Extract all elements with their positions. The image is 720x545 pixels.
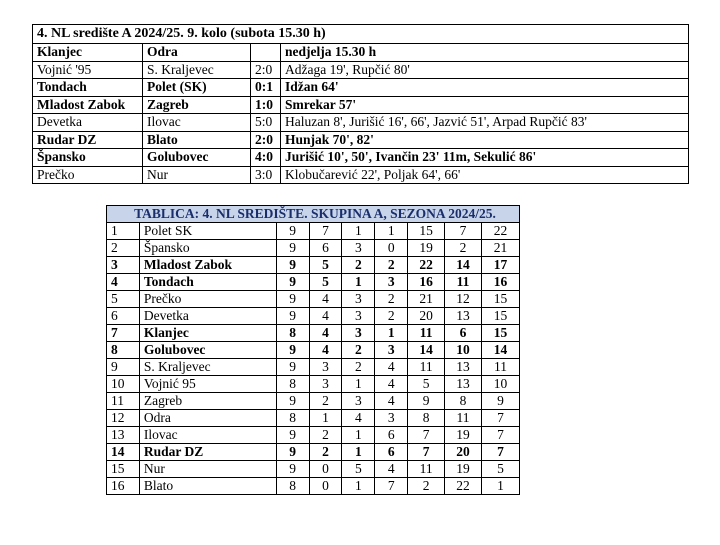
standing-team: Vojnić 95 [139,376,276,393]
standing-points: 1 [482,478,520,495]
standing-goals-for: 16 [408,274,445,291]
result-row [33,79,689,97]
result-home-team: Tondach [33,79,143,97]
result-home-team: Vojnić '95 [33,61,143,79]
standing-position: 1 [107,223,140,240]
standing-team: Polet SK [139,223,276,240]
standing-played: 9 [276,342,309,359]
standing-team: Ilovac [139,427,276,444]
standing-played: 9 [276,308,309,325]
standing-played: 9 [276,359,309,376]
standing-team: S. Kraljevec [139,359,276,376]
standing-goals-against: 12 [445,291,482,308]
standing-losses: 4 [375,393,408,410]
standing-goals-for: 15 [408,223,445,240]
standing-team: Odra [139,410,276,427]
result-scorers: Idžan 64' [281,79,689,97]
standing-position: 11 [107,393,140,410]
standing-played: 8 [276,325,309,342]
result-score: 1:0 [251,96,281,114]
standing-draws: 3 [342,291,375,308]
standing-team: Golubovec [139,342,276,359]
result-score: 2:0 [251,61,281,79]
standing-played: 8 [276,478,309,495]
standing-team: Blato [139,478,276,495]
standing-position: 8 [107,342,140,359]
result-scorers: Adžaga 19', Rupčić 80' [281,61,689,79]
standing-played: 9 [276,291,309,308]
standing-points: 15 [482,291,520,308]
standing-wins: 5 [309,274,342,291]
standing-losses: 3 [375,274,408,291]
standing-row [107,291,520,308]
standing-played: 9 [276,444,309,461]
standing-position: 4 [107,274,140,291]
standing-wins: 0 [309,478,342,495]
standing-draws: 3 [342,308,375,325]
standings-table [106,205,520,495]
standing-goals-against: 19 [445,427,482,444]
standing-played: 9 [276,461,309,478]
standing-position: 15 [107,461,140,478]
standing-goals-against: 7 [445,223,482,240]
standing-row [107,444,520,461]
results-title: 4. NL središte A 2024/25. 9. kolo (subota 15.30 h) [33,25,689,44]
standing-wins: 6 [309,240,342,257]
standing-points: 14 [482,342,520,359]
result-row [33,96,689,114]
standing-losses: 2 [375,308,408,325]
standing-team: Prečko [139,291,276,308]
standing-goals-for: 22 [408,257,445,274]
result-row [33,149,689,167]
result-home-team: Devetka [33,114,143,132]
standing-wins: 4 [309,308,342,325]
standing-points: 16 [482,274,520,291]
standing-points: 7 [482,444,520,461]
standing-row [107,223,520,240]
standing-row [107,478,520,495]
result-away-team: Golubovec [143,149,251,167]
standing-losses: 3 [375,342,408,359]
standing-losses: 2 [375,257,408,274]
standing-wins: 2 [309,393,342,410]
standing-team: Nur [139,461,276,478]
standing-wins: 1 [309,410,342,427]
standing-row [107,410,520,427]
standing-draws: 3 [342,325,375,342]
standing-team: Mladost Zabok [139,257,276,274]
result-home-team: Rudar DZ [33,131,143,149]
standing-goals-against: 8 [445,393,482,410]
result-scorers: Klobučarević 22', Poljak 64', 66' [281,166,689,184]
standing-goals-against: 11 [445,410,482,427]
standing-played: 8 [276,410,309,427]
standing-draws: 3 [342,240,375,257]
standing-row [107,257,520,274]
standing-wins: 0 [309,461,342,478]
results-title-row [33,25,689,44]
standing-goals-for: 11 [408,325,445,342]
standing-wins: 5 [309,257,342,274]
standing-losses: 4 [375,359,408,376]
standing-played: 9 [276,257,309,274]
standing-goals-against: 6 [445,325,482,342]
standing-points: 17 [482,257,520,274]
standing-position: 5 [107,291,140,308]
standing-team: Tondach [139,274,276,291]
standing-draws: 2 [342,257,375,274]
standing-goals-for: 2 [408,478,445,495]
standing-draws: 1 [342,274,375,291]
result-scorers: nedjelja 15.30 h [281,44,689,62]
standing-wins: 4 [309,291,342,308]
standing-goals-against: 13 [445,376,482,393]
standing-draws: 1 [342,427,375,444]
standing-position: 6 [107,308,140,325]
standing-row [107,393,520,410]
standing-position: 13 [107,427,140,444]
standing-goals-against: 20 [445,444,482,461]
standing-row [107,461,520,478]
standing-row [107,325,520,342]
standing-points: 10 [482,376,520,393]
result-score: 0:1 [251,79,281,97]
standing-goals-for: 21 [408,291,445,308]
standing-row [107,342,520,359]
result-home-team: Mladost Zabok [33,96,143,114]
standing-goals-for: 11 [408,461,445,478]
standing-goals-against: 11 [445,274,482,291]
result-score [251,44,281,62]
result-row [33,114,689,132]
standing-goals-for: 19 [408,240,445,257]
standing-played: 9 [276,393,309,410]
result-away-team: Ilovac [143,114,251,132]
standing-losses: 7 [375,478,408,495]
standing-draws: 1 [342,376,375,393]
standing-goals-for: 7 [408,444,445,461]
standing-draws: 1 [342,223,375,240]
result-away-team: Blato [143,131,251,149]
standing-row [107,274,520,291]
standing-points: 7 [482,427,520,444]
standing-points: 21 [482,240,520,257]
standing-wins: 3 [309,359,342,376]
standing-losses: 4 [375,376,408,393]
standing-wins: 2 [309,444,342,461]
result-away-team: S. Kraljevec [143,61,251,79]
standing-draws: 4 [342,410,375,427]
standing-losses: 0 [375,240,408,257]
standing-wins: 7 [309,223,342,240]
standing-played: 9 [276,240,309,257]
standing-position: 12 [107,410,140,427]
standing-position: 7 [107,325,140,342]
result-scorers: Jurišić 10', 50', Ivančin 23' 11m, Sekulić 86' [281,149,689,167]
standing-team: Špansko [139,240,276,257]
standing-points: 7 [482,410,520,427]
standing-position: 2 [107,240,140,257]
result-row [33,44,689,62]
standing-losses: 2 [375,291,408,308]
result-score: 4:0 [251,149,281,167]
standing-goals-against: 13 [445,308,482,325]
standing-goals-against: 14 [445,257,482,274]
result-away-team: Polet (SK) [143,79,251,97]
standing-draws: 5 [342,461,375,478]
standing-losses: 6 [375,427,408,444]
standings-title-row [107,206,520,223]
result-row [33,166,689,184]
result-row [33,61,689,79]
result-home-team: Prečko [33,166,143,184]
standing-goals-for: 7 [408,427,445,444]
result-scorers: Hunjak 70', 82' [281,131,689,149]
standing-position: 3 [107,257,140,274]
standing-points: 22 [482,223,520,240]
result-scorers: Smrekar 57' [281,96,689,114]
standing-team: Zagreb [139,393,276,410]
standing-row [107,427,520,444]
standing-goals-against: 19 [445,461,482,478]
result-scorers: Haluzan 8', Jurišić 16', 66', Jazvić 51', Arpad Rupčić 83' [281,114,689,132]
standing-played: 9 [276,427,309,444]
standing-goals-against: 13 [445,359,482,376]
standing-goals-for: 5 [408,376,445,393]
standing-goals-for: 14 [408,342,445,359]
standing-played: 8 [276,376,309,393]
results-table [32,24,689,184]
standing-row [107,308,520,325]
standing-row [107,359,520,376]
result-score: 3:0 [251,166,281,184]
standing-team: Klanjec [139,325,276,342]
standing-goals-against: 10 [445,342,482,359]
standing-team: Devetka [139,308,276,325]
result-away-team: Odra [143,44,251,62]
result-score: 5:0 [251,114,281,132]
standing-wins: 2 [309,427,342,444]
standing-losses: 1 [375,325,408,342]
standing-position: 10 [107,376,140,393]
standing-points: 15 [482,325,520,342]
standing-row [107,240,520,257]
standing-team: Rudar DZ [139,444,276,461]
standing-draws: 2 [342,342,375,359]
standing-losses: 6 [375,444,408,461]
standing-draws: 1 [342,478,375,495]
standing-points: 9 [482,393,520,410]
standing-wins: 4 [309,325,342,342]
standing-draws: 1 [342,444,375,461]
standing-position: 16 [107,478,140,495]
standing-goals-against: 2 [445,240,482,257]
standing-row [107,376,520,393]
standing-draws: 2 [342,359,375,376]
result-home-team: Klanjec [33,44,143,62]
standing-wins: 4 [309,342,342,359]
standing-position: 14 [107,444,140,461]
standing-points: 15 [482,308,520,325]
standing-points: 11 [482,359,520,376]
standings-title: TABLICA: 4. NL SREDIŠTE. SKUPINA A, SEZONA 2024/25. [107,206,520,223]
standing-wins: 3 [309,376,342,393]
standing-goals-for: 11 [408,359,445,376]
result-away-team: Nur [143,166,251,184]
standing-losses: 3 [375,410,408,427]
standing-goals-against: 22 [445,478,482,495]
result-score: 2:0 [251,131,281,149]
standing-goals-for: 8 [408,410,445,427]
standing-goals-for: 20 [408,308,445,325]
standing-losses: 1 [375,223,408,240]
standing-played: 9 [276,274,309,291]
standing-points: 5 [482,461,520,478]
result-row [33,131,689,149]
standing-draws: 3 [342,393,375,410]
standing-losses: 4 [375,461,408,478]
standing-goals-for: 9 [408,393,445,410]
standing-played: 9 [276,223,309,240]
standing-position: 9 [107,359,140,376]
result-away-team: Zagreb [143,96,251,114]
result-home-team: Špansko [33,149,143,167]
